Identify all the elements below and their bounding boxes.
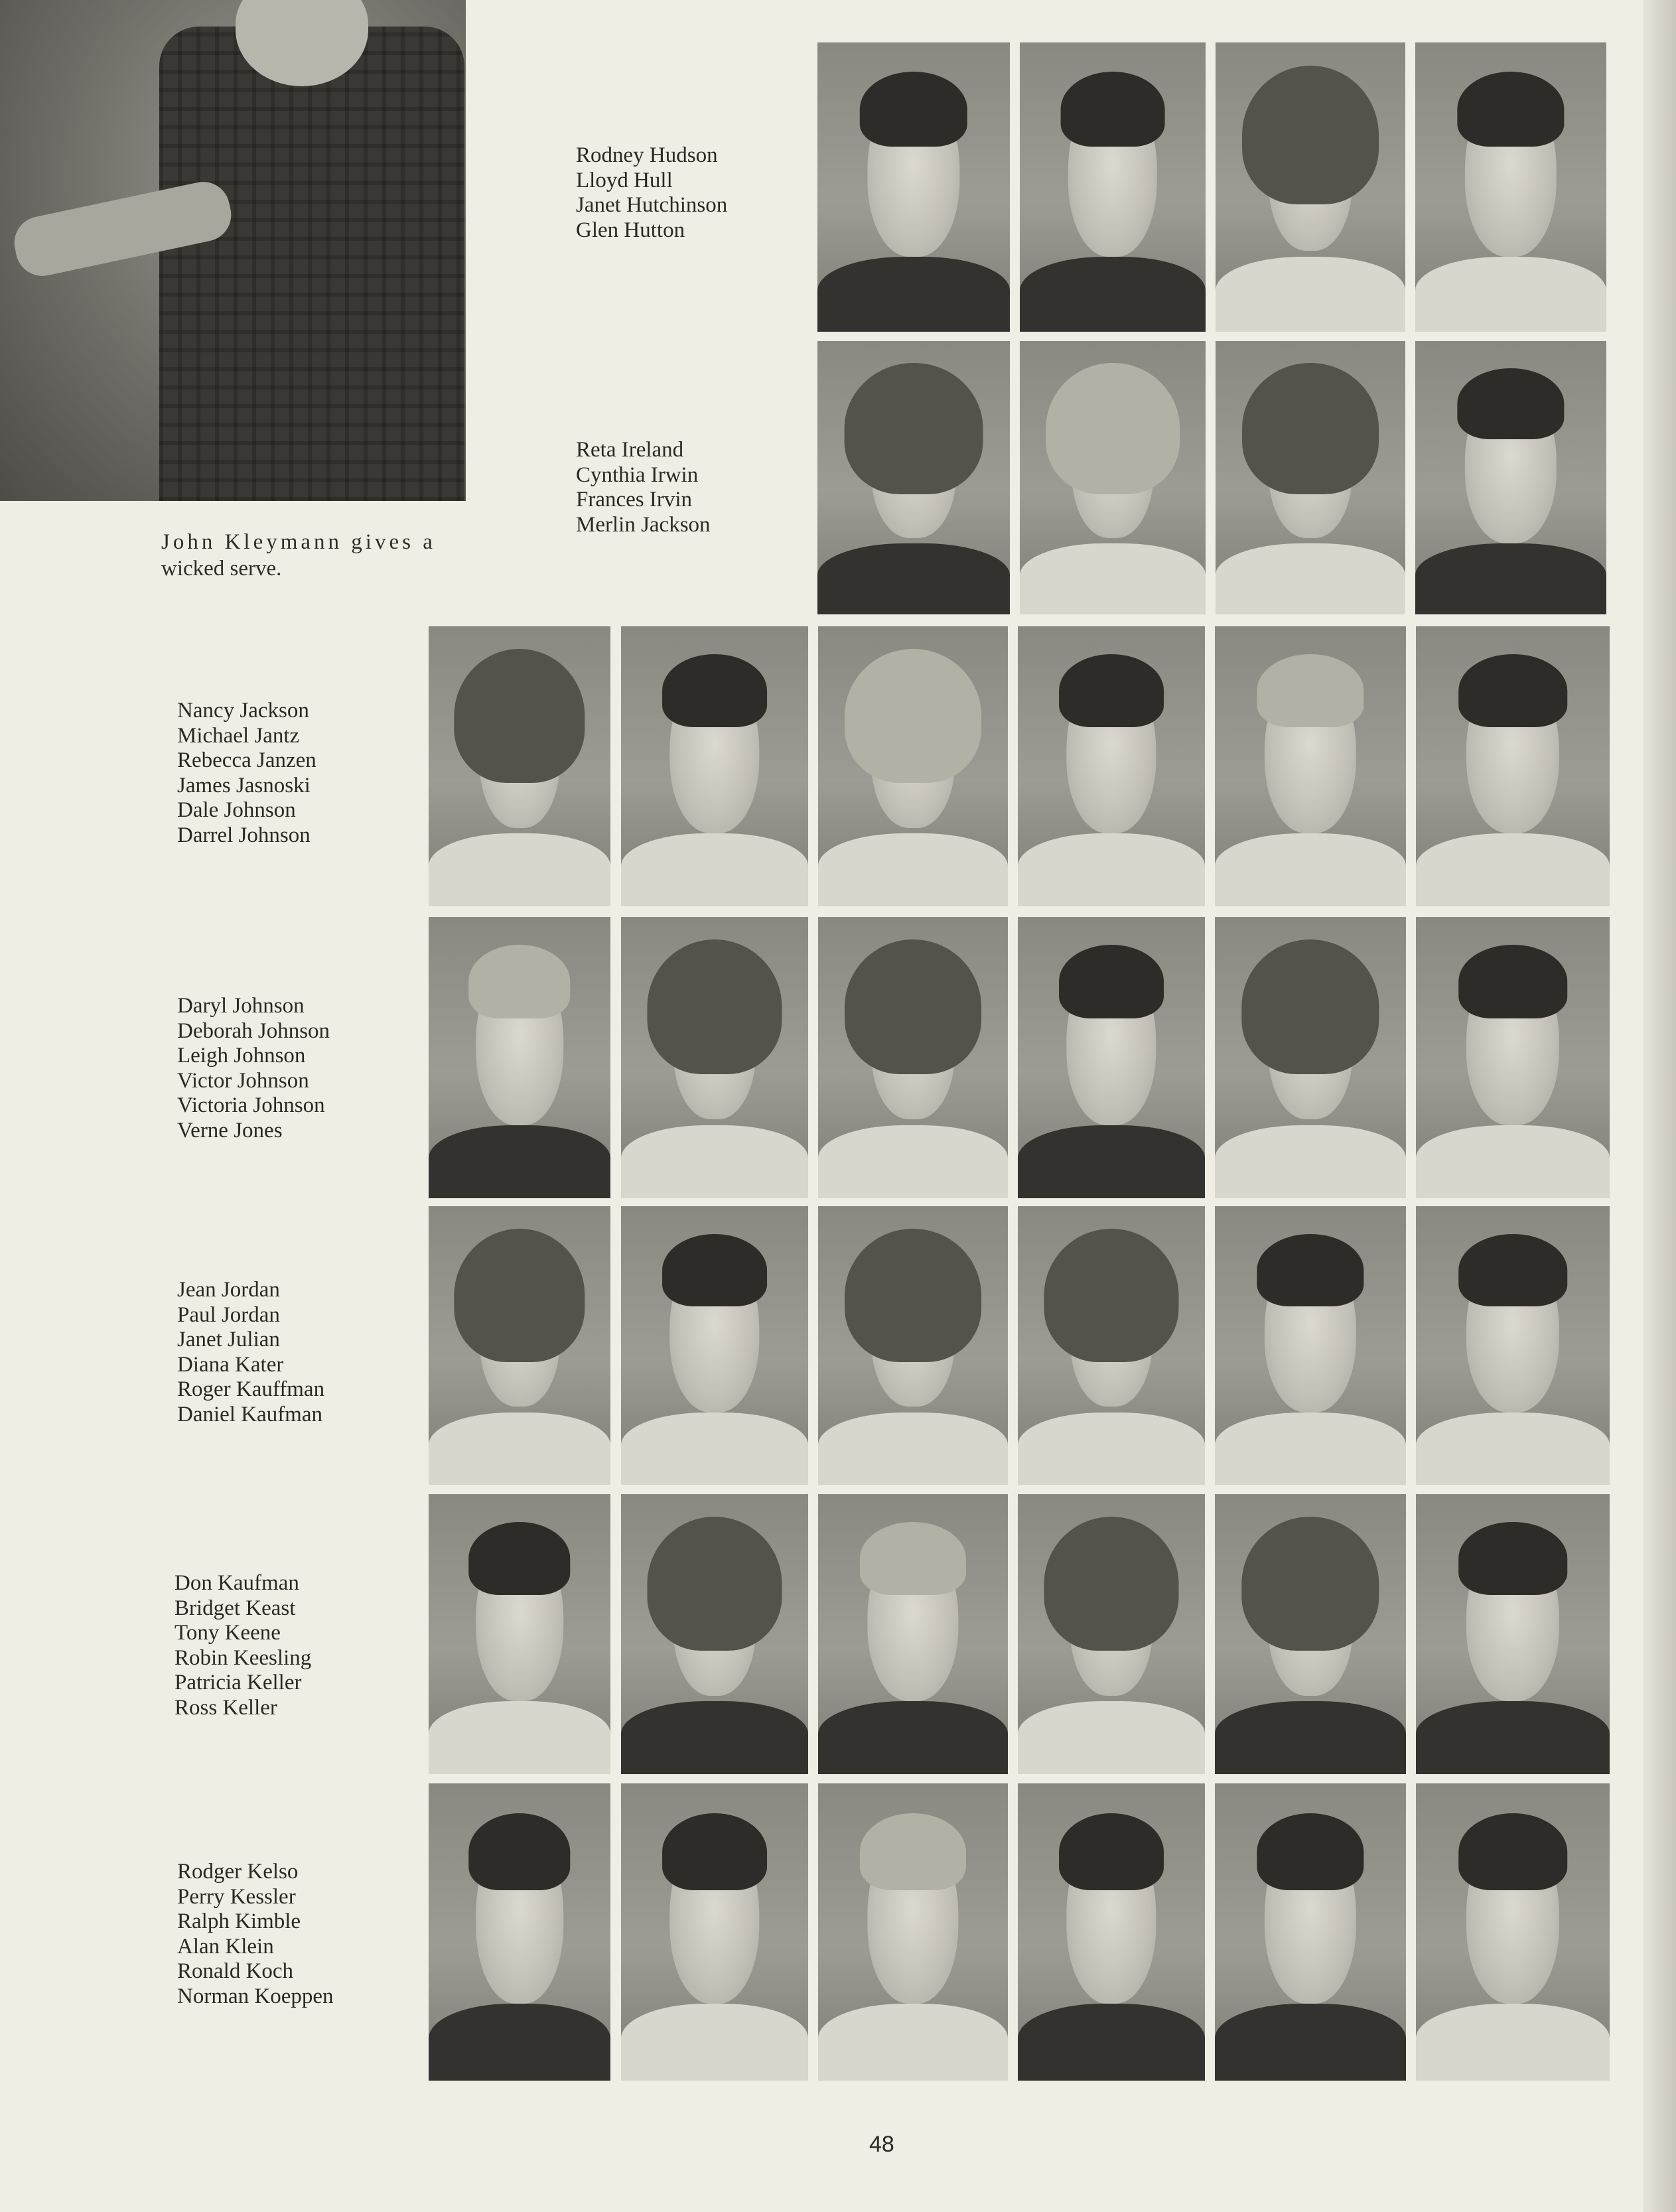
portrait-photo: [817, 341, 1010, 614]
student-name: Victor Johnson: [177, 1068, 309, 1093]
name-list-row-2: [576, 438, 711, 537]
portrait-photo: [621, 917, 808, 1198]
portrait-photo: [429, 626, 610, 906]
student-name: Perry Kessler: [177, 1884, 296, 1909]
student-name: Leigh Johnson: [177, 1044, 306, 1068]
portrait-photo: [621, 1206, 808, 1485]
portrait-photo: [1416, 917, 1610, 1198]
name-list-row-1: [576, 143, 727, 243]
name-list-row-4: [177, 994, 330, 1143]
portrait-photo: [1415, 341, 1606, 614]
student-name: Dale Johnson: [177, 798, 296, 822]
name-list-row-3: [177, 699, 316, 848]
portrait-photo: [1018, 1494, 1205, 1774]
student-name: Daniel Kaufman: [177, 1402, 322, 1426]
student-name: Daryl Johnson: [177, 994, 305, 1018]
portrait-photo: [1416, 1206, 1610, 1485]
student-name: Darrel Johnson: [177, 823, 311, 847]
student-name: Janet Hutchinson: [576, 193, 728, 217]
student-name: Don Kaufman: [175, 1571, 299, 1595]
student-name: Merlin Jackson: [576, 512, 711, 537]
portrait-photo: [1416, 626, 1610, 906]
portrait-photo: [1018, 626, 1205, 906]
name-list-row-6: [175, 1571, 311, 1720]
portrait-photo: [818, 917, 1008, 1198]
photo-figure-body: [159, 27, 464, 501]
student-name: Paul Jordan: [177, 1302, 280, 1327]
student-name: Ronald Koch: [177, 1959, 294, 1983]
portrait-photo: [1018, 917, 1205, 1198]
portrait-photo: [1416, 1783, 1610, 2081]
portrait-photo: [1018, 1206, 1205, 1485]
portrait-photo: [1415, 42, 1606, 332]
student-name: Ralph Kimble: [177, 1909, 301, 1933]
student-name: Janet Julian: [177, 1328, 280, 1351]
portrait-photo: [429, 1206, 610, 1485]
portrait-photo: [1416, 1494, 1610, 1774]
student-name: Roger Kauffman: [177, 1377, 325, 1401]
student-name: Diana Kater: [177, 1352, 284, 1377]
portrait-photo: [621, 1494, 808, 1774]
portrait-photo: [1216, 341, 1405, 614]
student-name: Rebecca Janzen: [177, 748, 316, 772]
student-name: Reta Ireland: [576, 438, 684, 462]
student-name: Jean Jordan: [177, 1278, 280, 1302]
student-name: Bridget Keast: [175, 1596, 296, 1620]
name-list-row-5: [177, 1278, 324, 1427]
student-name: Tony Keene: [175, 1621, 281, 1645]
student-name: James Jasnoski: [177, 773, 311, 797]
portrait-photo: [818, 1206, 1008, 1485]
caption-line-1: John Kleymann gives a: [161, 530, 436, 554]
portrait-photo: [1215, 626, 1406, 906]
photo-caption: [161, 529, 473, 582]
student-name: Nancy Jackson: [177, 699, 309, 723]
portrait-photo: [818, 626, 1008, 906]
portrait-photo: [1215, 917, 1406, 1198]
portrait-photo: [1020, 42, 1206, 332]
student-name: Patricia Keller: [175, 1671, 302, 1694]
portrait-photo: [818, 1494, 1008, 1774]
student-name: Cynthia Irwin: [576, 462, 699, 487]
portrait-photo: [621, 1783, 808, 2081]
page-number: 48: [869, 2132, 894, 2157]
portrait-photo: [1020, 341, 1206, 614]
portrait-photo: [817, 42, 1010, 332]
student-name: Frances Irvin: [576, 488, 693, 512]
portrait-photo: [1215, 1783, 1406, 2081]
portrait-photo: [1216, 42, 1405, 332]
portrait-photo: [1215, 1494, 1406, 1774]
portrait-photo: [1018, 1783, 1205, 2081]
student-name: Rodger Kelso: [177, 1860, 299, 1884]
student-name: Deborah Johnson: [177, 1018, 330, 1043]
portrait-photo: [818, 1783, 1008, 2081]
student-name: Ross Keller: [175, 1695, 277, 1720]
student-name: Norman Koeppen: [177, 1984, 334, 2008]
student-name: Alan Klein: [177, 1934, 274, 1959]
student-name: Victoria Johnson: [177, 1093, 325, 1117]
caption-line-2: wicked serve.: [161, 557, 282, 581]
student-name: Michael Jantz: [177, 723, 300, 748]
student-name: Verne Jones: [177, 1118, 283, 1142]
portrait-photo: [1215, 1206, 1406, 1485]
portrait-photo: [429, 917, 610, 1198]
student-name: Glen Hutton: [576, 218, 685, 242]
action-photo: [0, 0, 466, 501]
portrait-photo: [429, 1783, 610, 2081]
page-binding-edge: [1643, 0, 1676, 2212]
portrait-photo: [621, 626, 808, 906]
student-name: Robin Keesling: [175, 1645, 312, 1670]
student-name: Lloyd Hull: [576, 168, 673, 192]
student-name: Rodney Hudson: [576, 143, 718, 167]
name-list-row-7: [177, 1860, 334, 2009]
portrait-photo: [429, 1494, 610, 1774]
